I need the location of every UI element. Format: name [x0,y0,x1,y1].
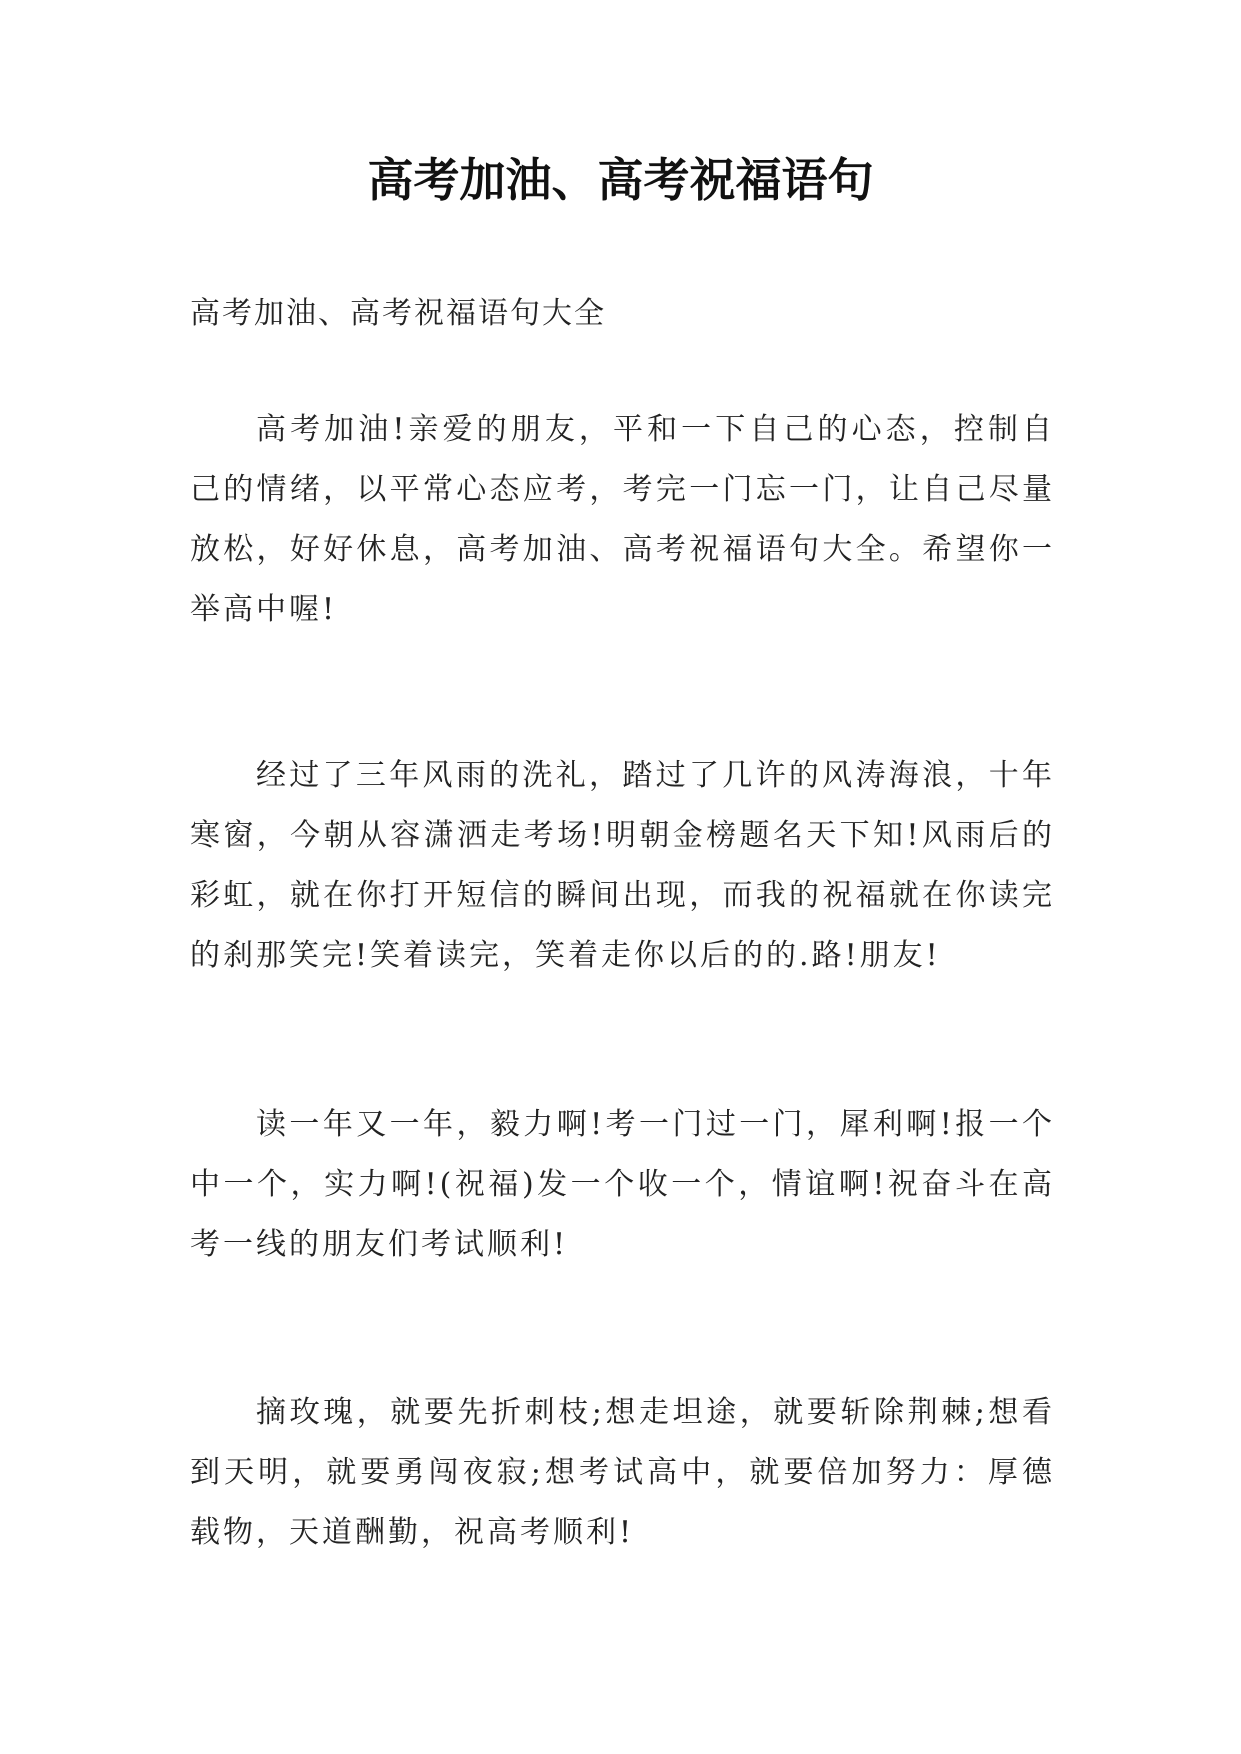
document-subtitle: 高考加油、高考祝福语句大全 [190,296,606,331]
paragraph-2: 经过了三年风雨的洗礼，踏过了几许的风涛海浪，十年寒窗，今朝从容潇洒走考场!明朝金榜题名天下知!风雨后的彩虹，就在你打开短信的瞬间出现，而我的祝福就在你读完的刹那笑完!笑着读完，笑着走你以后的的.路!朋友! [190,758,1055,973]
paragraph-3: 读一年又一年，毅力啊!考一门过一门，犀利啊!报一个中一个，实力啊!(祝福)发一个收一个，情谊啊!祝奋斗在高考一线的朋友们考试顺利! [190,1107,1055,1262]
document-title: 高考加油、高考祝福语句 [367,153,874,207]
paragraph-4: 摘玫瑰，就要先折刺枝;想走坦途，就要斩除荆棘;想看到天明，就要勇闯夜寂;想考试高中，就要倍加努力：厚德载物，天道酬勤，祝高考顺利! [190,1395,1055,1550]
paragraph-1: 高考加油!亲爱的朋友，平和一下自己的心态，控制自己的情绪，以平常心态应考，考完一门忘一门，让自己尽量放松，好好休息，高考加油、高考祝福语句大全。希望你一举高中喔! [190,412,1055,627]
